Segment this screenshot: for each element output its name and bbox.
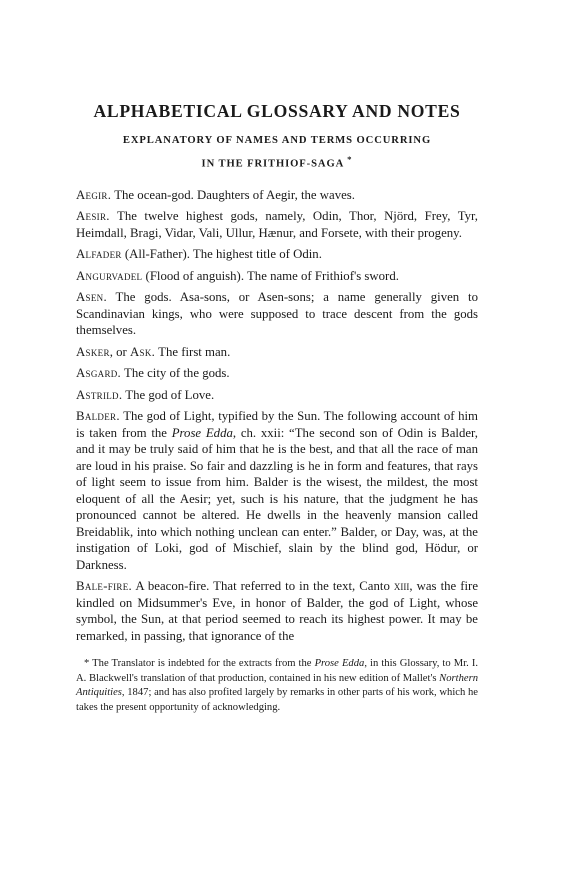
- entry-term: Asen.: [76, 290, 107, 305]
- glossary-page: [76, 100, 478, 715]
- footnote-text-part-b: , in this Glossary, to Mr. I. A. Blackwell's translation of that production, contained in his new edition of Mallet's: [76, 658, 478, 684]
- entry-term: Asgard.: [76, 366, 122, 381]
- footnotes: [76, 657, 478, 715]
- page-subtitle: [76, 132, 478, 174]
- footnote: [76, 657, 478, 715]
- entry-term: Alfader: [76, 247, 122, 262]
- glossary-entry-astrild: [76, 387, 478, 404]
- entry-definition: The ocean-god. Daughters of Aegir, the waves.: [111, 187, 355, 202]
- subtitle-line-2-text: IN THE FRITHIOF-SAGA: [201, 158, 344, 170]
- entry-connector: , or: [109, 344, 131, 359]
- glossary-entry-balder: [76, 408, 478, 573]
- entry-term: Balder.: [76, 409, 120, 424]
- footnote-symbol: *: [84, 658, 90, 670]
- canto-number: xiii: [393, 579, 410, 594]
- footnote-marker[interactable]: *: [347, 154, 353, 164]
- entry-definition: The twelve highest gods, namely, Odin, Thor, Njörd, Frey, Tyr, Heimdall, Bragi, Vidar, Vali, Ullur, Hænur, and Forsete, with their progeny.: [76, 209, 478, 240]
- entry-definition-part-b: , was the fire kindled on Midsummer's Eve, in honor of Balder, the god of Light, whose symbol, the Sun, at that period seemed to reach its highest power. It may be remarked, in passing, that ignorance of the: [76, 579, 479, 643]
- footnote-book-title-northern-antiquities: Northern Antiquities: [76, 672, 478, 699]
- entry-term: Aegir.: [76, 187, 112, 202]
- entry-term: Aesir.: [76, 209, 110, 224]
- entry-term-alt: Ask.: [130, 344, 156, 359]
- page-title: ALPHABETICAL GLOSSARY AND NOTES: [93, 101, 461, 121]
- entry-definition: (All-Father). The highest title of Odin.: [121, 247, 322, 262]
- entry-definition: The gods. Asa-sons, or Asen-sons; a name generally given to Scandinavian kings, who were supposed to trace descent from the gods themselves.: [76, 290, 478, 338]
- glossary-entry-alfader: [76, 246, 478, 263]
- entry-definition-part-a: The god of Light, typified by the Sun. The following account of him is taken from the: [76, 409, 478, 440]
- footnote-book-title-prose-edda: Prose Edda: [314, 658, 365, 670]
- glossary-entry-bale-fire: [76, 578, 478, 644]
- entry-definition: The city of the gods.: [121, 366, 230, 381]
- entry-term: Asker: [76, 344, 110, 359]
- entry-definition: The first man.: [155, 344, 231, 359]
- glossary-entry-angurvadel: [76, 268, 478, 285]
- entry-term: Bale-fire.: [76, 579, 132, 594]
- glossary-entry-asker: [76, 344, 478, 361]
- subtitle-line-1: EXPLANATORY OF NAMES AND TERMS OCCURRING: [122, 135, 432, 146]
- glossary-entry-asgard: [76, 365, 478, 382]
- entry-term: Astrild.: [76, 387, 123, 402]
- entry-definition-part-b: , ch. xxii: “The second son of Odin is Balder, and it may be truly said of him that he is the best, and that all the race of man are loud in his praise. So fair and dazzling is he in form and features, that rays of light seem to issue from him. Balder is the wisest, the mildest, the most eloquent of all the Aesir; yet, such is his nature, that the judgment he has pronounced cannot be altered. He dwells in the heavenly mansion called Breidablik, into which nothing unclean can enter.” Balder, or Day, was, at the instigation of Loki, god of Mischief, slain by the blind god, Hödur, or Darkness.: [76, 425, 478, 572]
- entry-term: Angurvadel: [76, 268, 143, 283]
- entry-definition: (Flood of anguish). The name of Frithiof's sword.: [142, 268, 399, 283]
- glossary-entry-asen: [76, 289, 478, 339]
- entry-definition-part-a: A beacon-fire. That referred to in the text, Canto: [132, 579, 394, 594]
- footnote-text-part-c: , 1847; and has also profited largely by remarks in other parts of his work, which he takes the present opportunity of acknowledging.: [76, 687, 478, 713]
- glossary-entry-aesir: [76, 208, 478, 241]
- subtitle-line-2: [76, 150, 478, 174]
- book-title-prose-edda: Prose Edda: [171, 425, 233, 440]
- entry-definition: The god of Love.: [122, 387, 215, 402]
- glossary-entry-aegir: [76, 187, 478, 204]
- footnote-text-part-a: The Translator is indebted for the extracts from the: [89, 658, 315, 670]
